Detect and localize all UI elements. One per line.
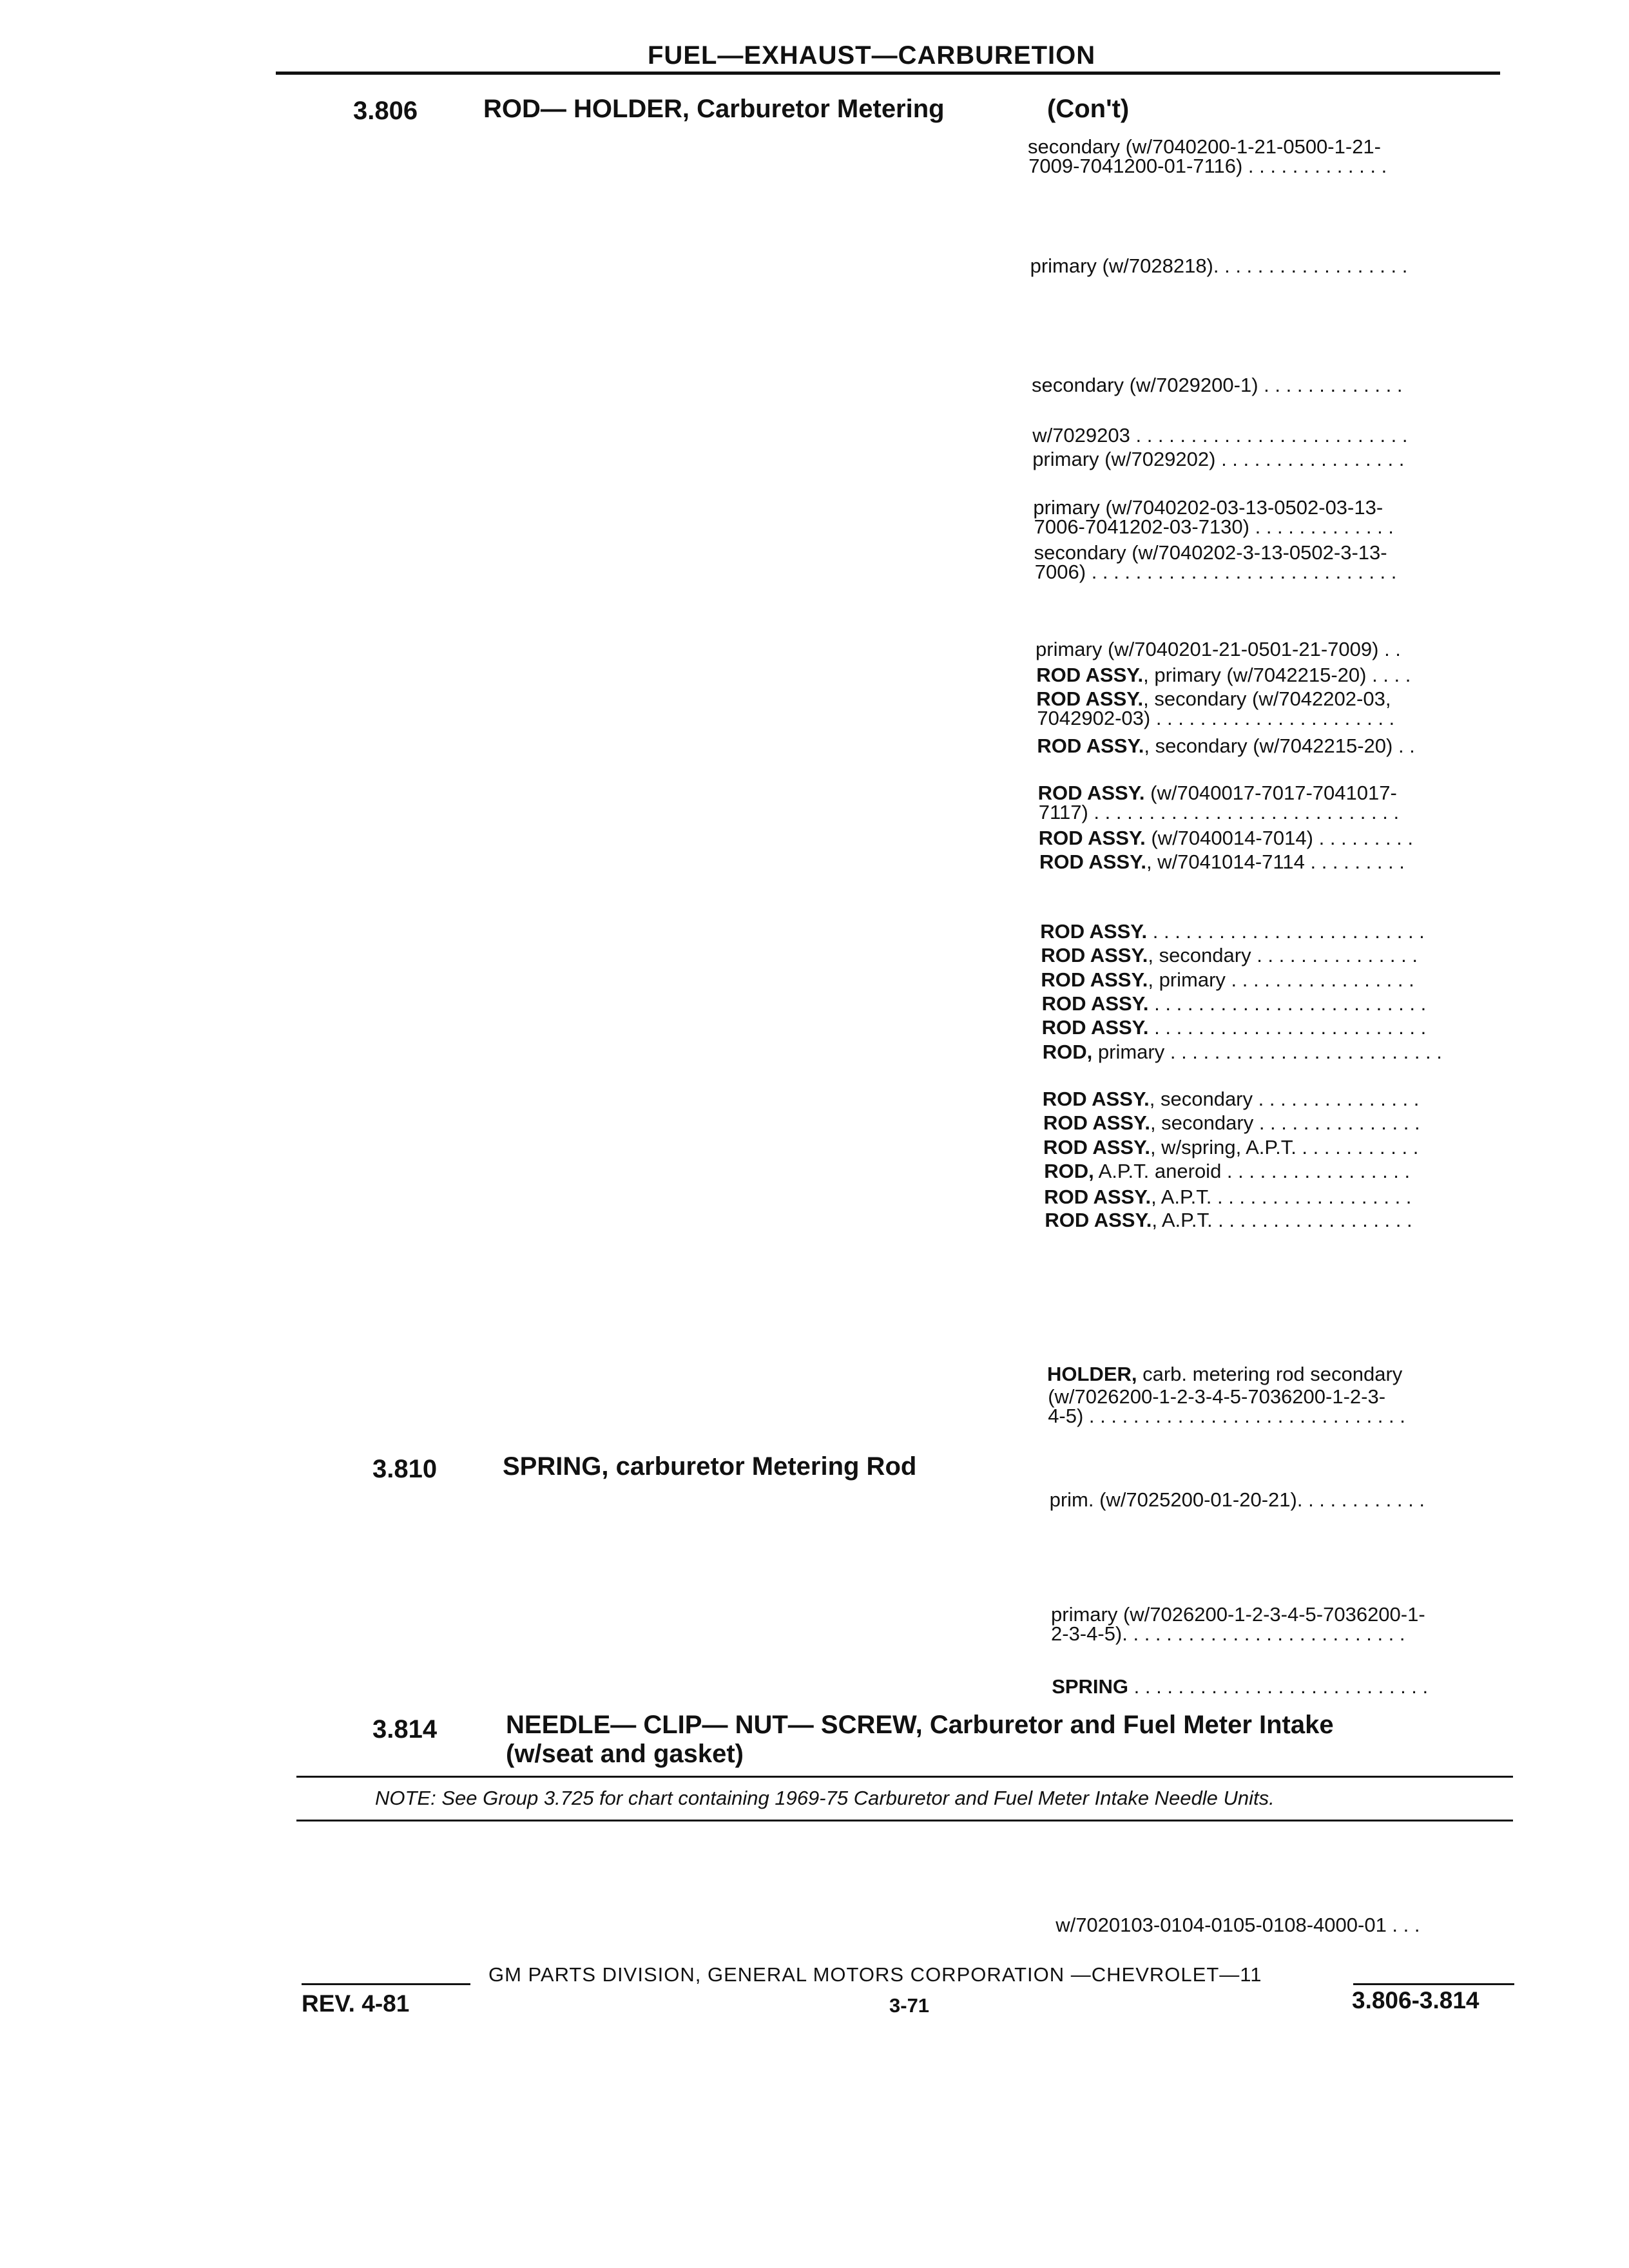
part-name-bold: ROD ASSY. <box>1037 735 1144 757</box>
header-title: FUEL—EXHAUST—CARBURETION <box>648 41 1096 70</box>
section-number: 3.814 <box>372 1715 438 1744</box>
note-rule-bottom <box>296 1820 1513 1821</box>
part-name <box>1044 1160 1410 1183</box>
part-detail: 7009-7041200-01-7116) . . . . . . . . . . . . . <box>1028 155 1387 177</box>
footer-page-number: 3-71 <box>889 1994 930 2017</box>
part-name <box>1028 155 1387 178</box>
part-name <box>1041 944 1418 967</box>
part-detail: , secondary . . . . . . . . . . . . . . . <box>1149 1088 1420 1110</box>
part-detail: . . . . . . . . . . . . . . . . . . . . . . . . . <box>1148 1016 1427 1039</box>
part-name <box>1050 1488 1425 1512</box>
section-number: 3.806 <box>353 97 418 125</box>
part-detail: primary (w/7028218). . . . . . . . . . . . . . . . . . <box>1030 255 1408 277</box>
section-title: SPRING, carburetor Metering Rod <box>503 1452 917 1481</box>
header-rule <box>276 72 1500 75</box>
part-detail: 7042902-03) . . . . . . . . . . . . . . . . . . . . . . <box>1037 707 1395 729</box>
part-detail: , secondary (w/7042215-20) . . <box>1144 735 1415 757</box>
part-name <box>1044 1186 1411 1209</box>
part-name <box>1051 1622 1405 1646</box>
part-name-bold: ROD ASSY. <box>1044 1186 1152 1208</box>
part-name-bold: ROD ASSY. <box>1043 1111 1150 1134</box>
part-name <box>1040 920 1425 943</box>
part-detail: 2-3-4-5). . . . . . . . . . . . . . . . . . . . . . . . . . <box>1051 1622 1405 1645</box>
part-name-bold: SPRING <box>1052 1675 1129 1698</box>
part-name-bold: ROD ASSY. <box>1037 782 1145 804</box>
note-text: NOTE: See Group 3.725 for chart containing 1969-75 Carburetor and Fuel Meter Intake Needle Units. <box>375 1787 1275 1809</box>
section-title-line2: (w/seat and gasket) <box>506 1740 744 1768</box>
part-name <box>1043 1111 1420 1135</box>
part-name-bold: HOLDER, <box>1047 1363 1137 1385</box>
footer-rule-left <box>302 1983 470 1985</box>
part-name <box>1036 664 1411 687</box>
part-name-bold: ROD ASSY. <box>1040 920 1148 943</box>
part-detail: carb. metering rod secondary <box>1137 1363 1403 1385</box>
part-detail: w/7020103-0104-0105-0108-4000-01 . . . <box>1055 1914 1420 1936</box>
part-detail: , secondary (w/7042202-03, <box>1143 687 1391 710</box>
part-name-bold: ROD ASSY. <box>1036 687 1144 710</box>
part-name <box>1043 1041 1442 1064</box>
note-rule-top <box>296 1776 1513 1778</box>
part-detail: 7006-7041202-03-7130) . . . . . . . . . . . . . <box>1034 515 1394 538</box>
part-name <box>1032 424 1407 447</box>
part-name <box>1039 827 1413 850</box>
part-name <box>1035 561 1397 584</box>
part-detail: . . . . . . . . . . . . . . . . . . . . . . . . . <box>1147 920 1425 943</box>
part-name-bold: ROD ASSY. <box>1043 1136 1150 1158</box>
part-name <box>1052 1675 1428 1698</box>
part-detail: primary (w/7040202-03-13-0502-03-13- <box>1033 496 1383 519</box>
part-detail: , w/spring, A.P.T. . . . . . . . . . . . <box>1150 1136 1419 1158</box>
section-title: NEEDLE— CLIP— NUT— SCREW, Carburetor and Fuel Meter Intake <box>506 1711 1334 1739</box>
part-name-bold: ROD ASSY. <box>1041 992 1149 1015</box>
part-name-bold: ROD, <box>1044 1160 1094 1182</box>
part-name <box>1041 968 1414 992</box>
part-detail: primary . . . . . . . . . . . . . . . . . . . . . . . . . <box>1092 1041 1442 1063</box>
part-name <box>1048 1405 1405 1428</box>
footer-rule-right <box>1353 1983 1514 1985</box>
part-name <box>1047 1363 1402 1386</box>
part-detail: , secondary . . . . . . . . . . . . . . . <box>1150 1111 1420 1134</box>
part-name-bold: ROD, <box>1042 1041 1093 1063</box>
part-name-bold: ROD ASSY. <box>1039 850 1146 873</box>
part-detail: (w/7026200-1-2-3-4-5-7036200-1-2-3- <box>1048 1385 1386 1408</box>
part-detail: , primary (w/7042215-20) . . . . <box>1143 664 1411 686</box>
part-detail: A.P.T. aneroid . . . . . . . . . . . . . . . . . <box>1094 1160 1411 1182</box>
part-detail: primary (w/7029202) . . . . . . . . . . . . . . . . . <box>1032 448 1405 470</box>
part-detail: , primary . . . . . . . . . . . . . . . . . <box>1148 968 1414 991</box>
part-detail: , secondary . . . . . . . . . . . . . . . <box>1148 944 1418 966</box>
part-detail: . . . . . . . . . . . . . . . . . . . . . . . . . . . <box>1128 1675 1429 1698</box>
part-name <box>1037 735 1414 758</box>
part-detail: secondary (w/7040202-3-13-0502-3-13- <box>1034 541 1387 564</box>
part-detail: prim. (w/7025200-01-20-21). . . . . . . . . . . . <box>1049 1488 1425 1511</box>
part-name-bold: ROD ASSY. <box>1042 1088 1150 1110</box>
part-name-bold: ROD ASSY. <box>1038 827 1146 849</box>
part-name <box>1032 448 1404 471</box>
part-name <box>1030 255 1408 278</box>
part-detail: , A.P.T. . . . . . . . . . . . . . . . . . . <box>1151 1186 1412 1208</box>
section-title: ROD— HOLDER, Carburetor Metering <box>483 95 945 123</box>
section-number: 3.810 <box>372 1455 438 1483</box>
part-name <box>1043 1136 1418 1159</box>
part-name <box>1042 992 1427 1015</box>
part-detail: primary (w/7026200-1-2-3-4-5-7036200-1- <box>1051 1603 1425 1626</box>
footer-revision: REV. 4-81 <box>302 1990 410 2017</box>
part-name <box>1039 801 1399 824</box>
part-detail: w/7029203 . . . . . . . . . . . . . . . . . . . . . . . . . <box>1032 424 1408 447</box>
part-detail: 7117) . . . . . . . . . . . . . . . . . . . . . . . . . . . . <box>1038 801 1400 823</box>
part-detail: (w/7040014-7014) . . . . . . . . . <box>1145 827 1414 849</box>
part-name <box>1043 1088 1420 1111</box>
part-name <box>1032 374 1402 397</box>
part-name <box>1045 1209 1412 1232</box>
part-detail: primary (w/7040201-21-0501-21-7009) . . <box>1036 638 1401 660</box>
part-name <box>1039 850 1405 874</box>
part-detail: , w/7041014-7114 . . . . . . . . . <box>1146 850 1405 873</box>
part-detail: secondary (w/7029200-1) . . . . . . . . . . . . . <box>1032 374 1403 396</box>
part-name-bold: ROD ASSY. <box>1045 1209 1152 1231</box>
part-detail: (w/7040017-7017-7041017- <box>1144 782 1397 804</box>
part-name-bold: ROD ASSY. <box>1041 944 1148 966</box>
footer-publisher: GM PARTS DIVISION, GENERAL MOTORS CORPORATION —CHEVROLET—11 <box>488 1963 1262 1986</box>
part-detail: . . . . . . . . . . . . . . . . . . . . . . . . . <box>1148 992 1427 1015</box>
part-detail: 4-5) . . . . . . . . . . . . . . . . . . . . . . . . . . . . . <box>1048 1405 1405 1427</box>
part-name <box>1042 1016 1427 1039</box>
part-name <box>1036 638 1401 661</box>
section-continued: (Con't) <box>1047 95 1130 123</box>
part-name <box>1055 1914 1420 1937</box>
part-name-bold: ROD ASSY. <box>1041 1016 1149 1039</box>
part-detail: 7006) . . . . . . . . . . . . . . . . . . . . . . . . . . . . <box>1034 561 1397 583</box>
part-name <box>1034 515 1394 539</box>
footer-group-range: 3.806-3.814 <box>1352 1987 1480 2013</box>
part-name-bold: ROD ASSY. <box>1036 664 1144 686</box>
part-name-bold: ROD ASSY. <box>1041 968 1148 991</box>
part-detail: secondary (w/7040200-1-21-0500-1-21- <box>1028 135 1381 158</box>
part-name <box>1037 707 1394 730</box>
part-detail: , A.P.T. . . . . . . . . . . . . . . . . . . <box>1152 1209 1412 1231</box>
